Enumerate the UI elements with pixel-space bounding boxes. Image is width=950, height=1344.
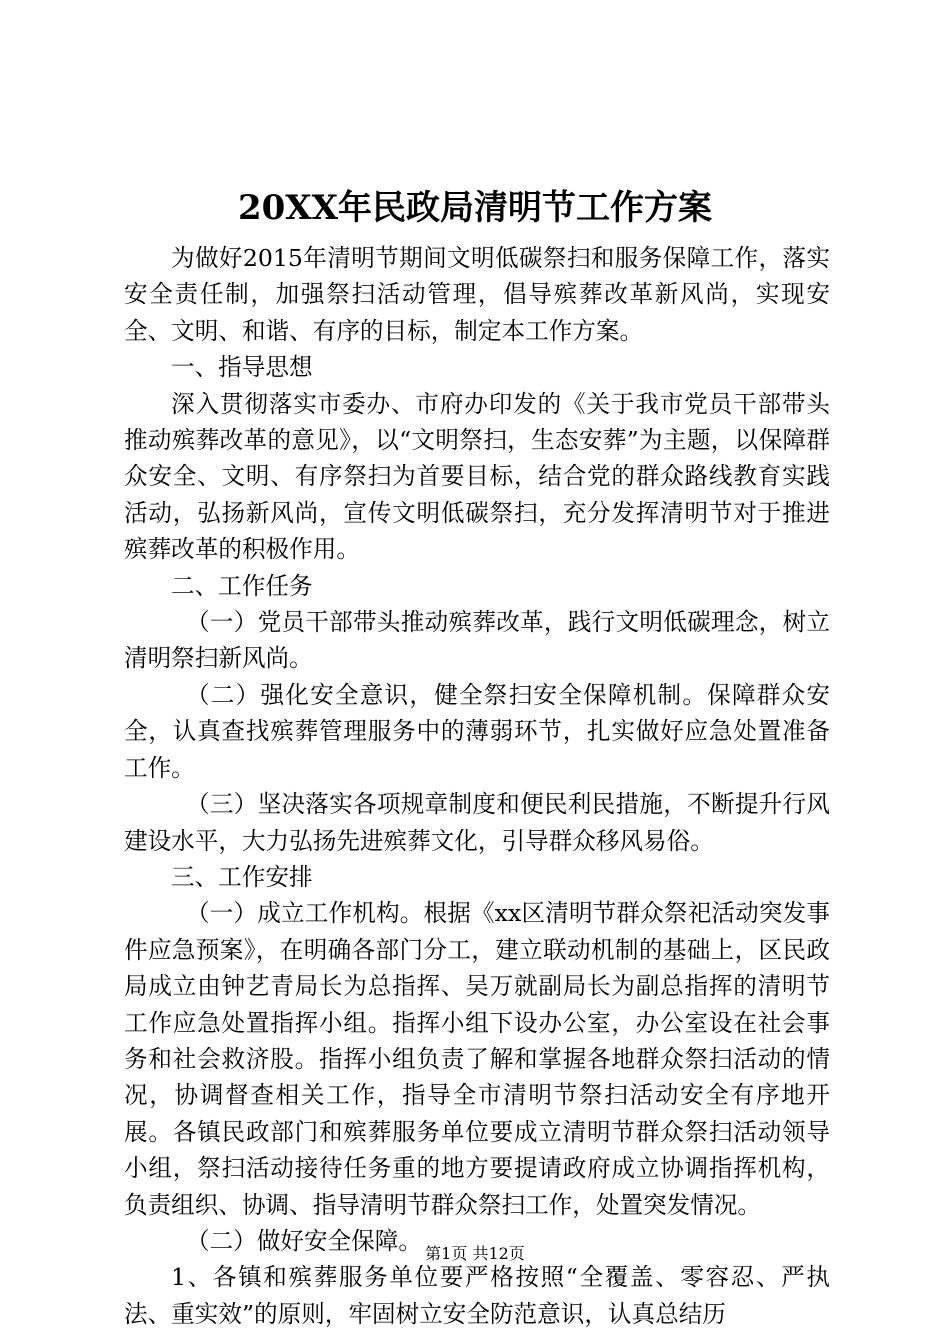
document-body (124, 240, 830, 1332)
guiding-ideology-paragraph: 深入贯彻落实市委办、市府办印发的《关于我市党员干部带头推动殡葬改革的意见》，以“文明祭扫，生态安葬”为主题，以保障群众安全、文明、有序祭扫为首要目标，结合党的群众路线教育实践活动，弘扬新风尚，宣传文明低碳祭扫，充分发挥清明节对于推进殡葬改革的积极作用。 (124, 389, 830, 564)
task-item-2: （二）强化安全意识，健全祭扫安全保障机制。保障群众安全，认真查找殡葬管理服务中的薄弱环节，扎实做好应急处置准备工作。 (124, 680, 830, 782)
section-heading-work-tasks: 二、工作任务 (171, 571, 313, 600)
document-title: 20XX年民政局清明节工作方案 (237, 188, 713, 228)
section-heading-guiding-ideology: 一、指导思想 (171, 353, 313, 382)
task-item-3: （三）坚决落实各项规章制度和便民利民措施，不断提升行风建设水平，大力弘扬先进殡葬文化，引导群众移风易俗。 (124, 790, 830, 855)
task-item-1: （一）党员干部带头推动殡葬改革，践行文明低碳理念，树立清明祭扫新风尚。 (124, 608, 830, 673)
page-footer: 第1页 共12页 (425, 1244, 525, 1263)
arrangement-item-1: （一）成立工作机构。根据《xx区清明节群众祭祀活动突发事件应急预案》，在明确各部门分工，建立联动机制的基础上，区民政局成立由钟艺青局长为总指挥、吴万就副局长为副总指挥的清明节工作应急处置指挥小组。指挥小组下设办公室，办公室设在社会事务和社会救济股。指挥小组负责了解和掌握各地群众祭扫活动的情况，协调督查相关工作，指导全市清明节祭扫活动安全有序地开展。各镇民政部门和殡葬服务单位要成立清明节群众祭扫活动领导小组，祭扫活动接待任务重的地方要提请政府成立协调指挥机构，负责组织、协调、指导清明节群众祭扫工作，处置突发情况。 (124, 899, 830, 1219)
safety-item-1: 1、各镇和殡葬服务单位要严格按照“全覆盖、零容忍、严执法、重实效”的原则，牢固树立安全防范意识，认真总结历 (124, 1263, 830, 1328)
section-heading-work-arrangement: 三、工作安排 (171, 862, 313, 891)
intro-paragraph: 为做好2015年清明节期间文明低碳祭扫和服务保障工作，落实安全责任制，加强祭扫活动管理，倡导殡葬改革新风尚，实现安全、文明、和谐、有序的目标，制定本工作方案。 (124, 244, 830, 345)
arrangement-item-2: （二）做好安全保障。 (186, 1226, 422, 1255)
